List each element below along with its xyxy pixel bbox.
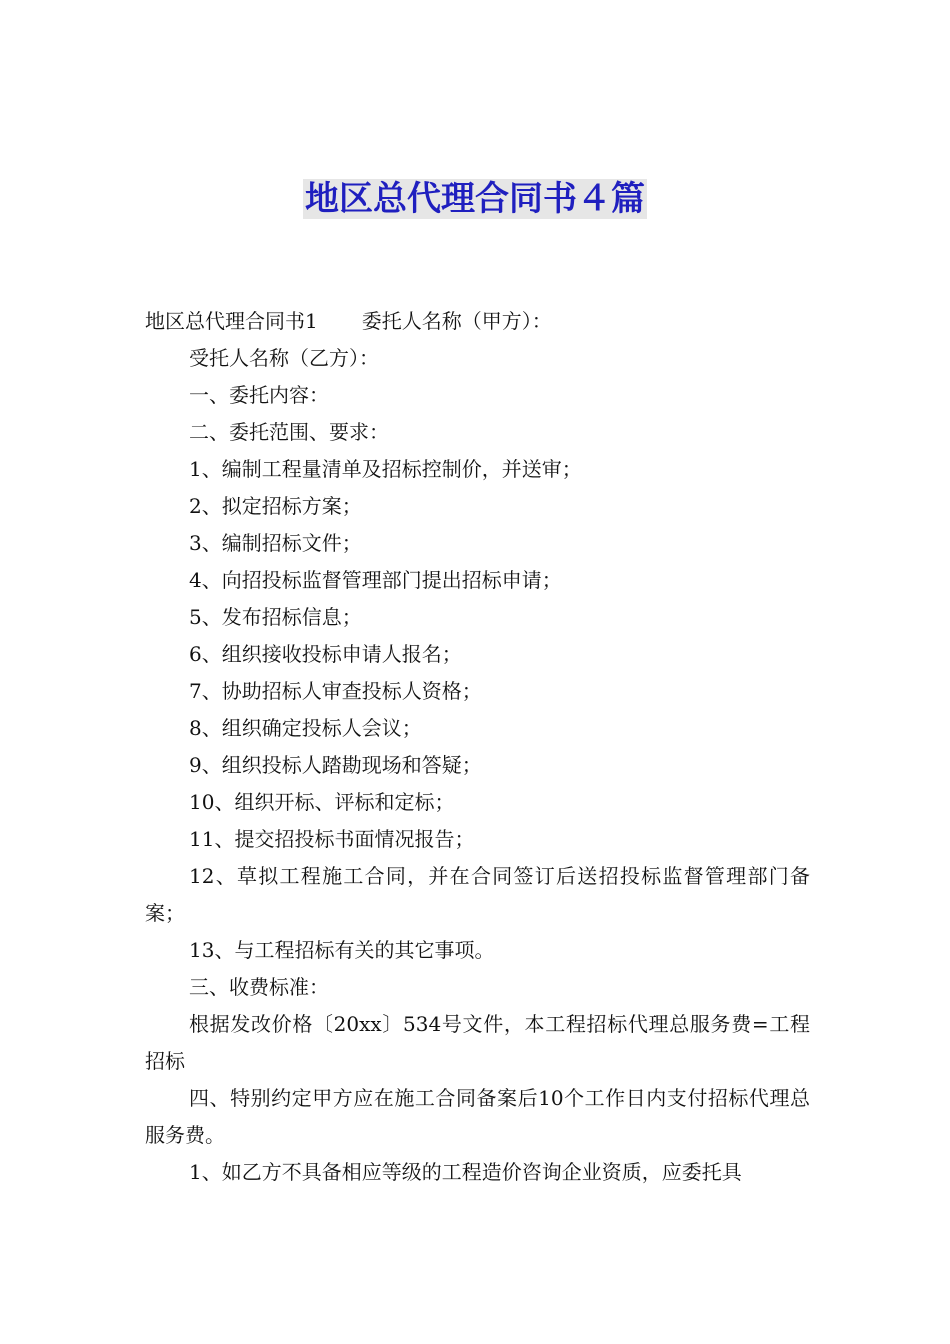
- paragraph: 3、编制招标文件；: [189, 531, 362, 555]
- paragraph: 12、草拟工程施工合同，并在合同签订后送招投标监督管理部门备案；: [145, 864, 810, 925]
- paragraph: 5、发布招标信息；: [189, 605, 362, 629]
- paragraph: 10、组织开标、评标和定标；: [189, 790, 455, 814]
- paragraph: 二、委托范围、要求：: [189, 420, 389, 444]
- party-a-name-label: 委托人名称（甲方）：: [361, 309, 552, 333]
- section-heading: 地区总代理合同书1: [145, 309, 318, 333]
- paragraph: 1、编制工程量清单及招标控制价，并送审；: [189, 457, 582, 481]
- paragraph: 4、向招投标监督管理部门提出招标申请；: [189, 568, 562, 592]
- paragraph: 一、委托内容：: [189, 383, 329, 407]
- paragraph: 受托人名称（乙方）：: [189, 346, 379, 370]
- paragraph: 8、组织确定投标人会议；: [189, 716, 422, 740]
- paragraph: 2、拟定招标方案；: [189, 494, 362, 518]
- document-title-text: 地区总代理合同书４篇: [305, 179, 645, 219]
- paragraph: 四、特别约定甲方应在施工合同备案后10个工作日内支付招标代理总服务费。: [145, 1086, 810, 1147]
- paragraph: 根据发改价格〔20xx〕534号文件，本工程招标代理总服务费=工程招标: [145, 1012, 810, 1073]
- document-title: [0, 176, 950, 222]
- paragraph-first-line: [145, 303, 810, 340]
- paragraph: 7、协助招标人审查投标人资格；: [189, 679, 482, 703]
- document-body: [145, 303, 810, 1191]
- paragraph: 13、与工程招标有关的其它事项。: [189, 938, 495, 962]
- paragraph: 11、提交招投标书面情况报告；: [189, 827, 475, 851]
- paragraph: 三、收费标准：: [189, 975, 329, 999]
- paragraph: 9、组织投标人踏勘现场和答疑；: [189, 753, 482, 777]
- paragraph: 1、如乙方不具备相应等级的工程造价咨询企业资质，应委托具: [189, 1160, 742, 1184]
- paragraph: 6、组织接收投标申请人报名；: [189, 642, 462, 666]
